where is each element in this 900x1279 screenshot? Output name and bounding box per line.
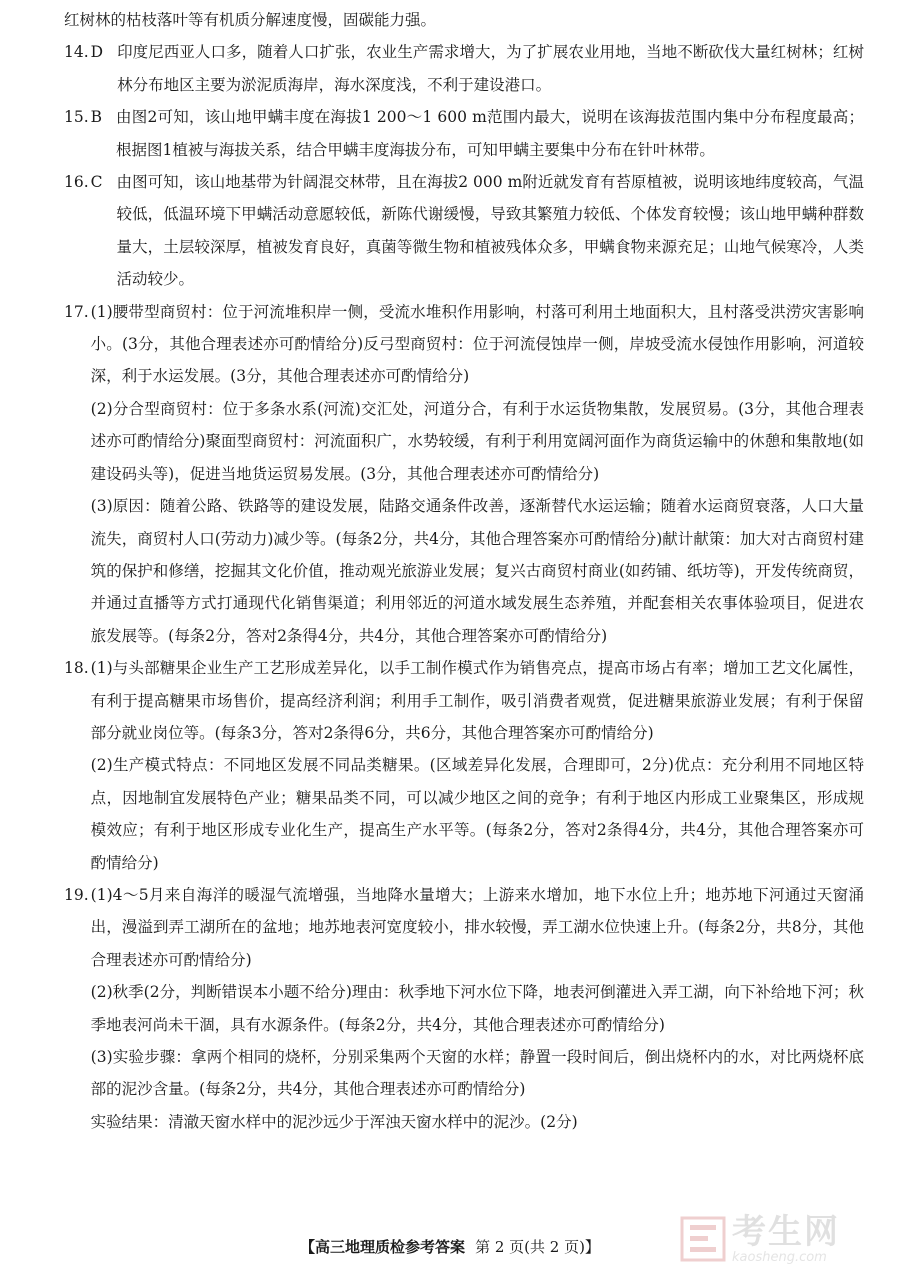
answer-14 — [64, 36, 864, 101]
answer-18-part-1: (1)与头部糖果企业生产工艺形成差异化，以手工制作模式作为销售亮点，提高市场占有率；增加工艺文化属性，有利于提高糖果市场售价，提高经济利润；利用手工制作，吸引消费者观赏，促进糖果旅游业发展；有利于保留部分就业岗位等。(每条3分，答对2条得6分，共6分，其他合理答案亦可酌情给分) — [90, 659, 864, 742]
footer-title: 【高三地理质检参考答案 — [300, 1238, 466, 1256]
question-number: 14. — [64, 43, 89, 62]
answer-13-continuation: 红树林的枯枝落叶等有机质分解速度慢，固碳能力强。 — [64, 11, 437, 29]
answer-17-part-2: (2)分合型商贸村：位于多条水系(河流)交汇处，河道分合，有利于水运货物集散，发展贸易。(3分，其他合理表述亦可酌情给分)聚面型商贸村：河流面积广，水势较缓，有利于利用宽阔河面作为商货运输中的休憩和集散地(如建设码头等)，促进当地货运贸易发展。(3分，其他合理表述亦可酌情给分) — [90, 399, 864, 483]
answer-content — [64, 4, 864, 1138]
question-number: 15. — [64, 108, 89, 127]
watermark-url: kaosheng.com — [732, 1249, 827, 1265]
question-number: 19. — [64, 885, 89, 904]
watermark-name: 考生网 — [732, 1211, 840, 1252]
kaosheng-logo-icon — [680, 1216, 726, 1262]
answer-18 — [64, 652, 864, 879]
answer-choice: D — [90, 43, 104, 62]
answer-17-part-3: (3)原因：随着公路、铁路等的建设发展，陆路交通条件改善，逐渐替代水运运输；随着水运商贸衰落，人口大量流失，商贸村人口(劳动力)减少等。(每条2分，共4分，其他合理答案亦可酌情给分)献计献策：加大对古商贸村建筑的保护和修缮，挖掘其文化价值，推动观光旅游业发展；复兴古商贸村商业(如药铺、纸坊等)，开发传统商贸，并通过直播等方式打通现代化销售渠道；利用邻近的河道水域发展生态养殖，并配套相关农事体验项目，促进农旅发展等。(每条2分，答对2条得4分，共4分，其他合理答案亦可酌情给分) — [90, 497, 864, 645]
footer-page-number: 第 2 页(共 2 页)】 — [475, 1238, 600, 1256]
question-number: 17. — [64, 302, 89, 321]
answer-choice: C — [90, 173, 103, 192]
answer-15 — [64, 101, 864, 166]
answer-text: 印度尼西亚人口多，随着人口扩张，农业生产需求增大，为了扩展农业用地，当地不断砍伐大量红树林；红树林分布地区主要为淤泥质海岸，海水深度浅，不利于建设港口。 — [117, 43, 864, 94]
answer-16 — [64, 166, 864, 296]
question-number: 18. — [64, 659, 89, 678]
answer-18-part-2: (2)生产模式特点：不同地区发展不同品类糖果。(区域差异化发展，合理即可，2分)优点：充分利用不同地区特点，因地制宜发展特色产业；糖果品类不同，可以减少地区之间的竞争；有利于地区内形成工业聚集区，形成规模效应；有利于地区形成专业化生产，提高生产水平等。(每条2分，答对2条得4分，共4分，其他合理答案亦可酌情给分) — [90, 756, 864, 872]
answer-choice: B — [90, 108, 103, 127]
watermark-logo — [680, 1208, 880, 1270]
answer-19-part-3: (3)实验步骤：拿两个相同的烧杯，分别采集两个天窗的水样；静置一段时间后，倒出烧杯内的水，对比两烧杯底部的泥沙含量。(每条2分，共4分，其他合理表述亦可酌情给分) — [90, 1048, 864, 1099]
question-number: 16. — [64, 173, 89, 192]
answer-19-result: 实验结果：清澈天窗水样中的泥沙远少于浑浊天窗水样中的泥沙。(2分) — [90, 1112, 578, 1131]
answer-17-part-1: (1)腰带型商贸村：位于河流堆积岸一侧，受流水堆积作用影响，村落可利用土地面积大，且村落受洪涝灾害影响小。(3分，其他合理表述亦可酌情给分)反弓型商贸村：位于河流侵蚀岸一侧，岸坡受流水侵蚀作用影响，河道较深，利于水运发展。(3分，其他合理表述亦可酌情给分) — [90, 302, 864, 386]
answer-text: 由图可知，该山地基带为针阔混交林带，且在海拔2 000 m附近就发育有苔原植被，说明该地纬度较高，气温较低，低温环境下甲螨活动意愿较低，新陈代谢缓慢，导致其繁殖力较低、个体发育较慢；该山地甲螨种群数量大，土层较深厚，植被发育良好，真菌等微生物和植被残体众多，甲螨食物来源充足；山地气候寒冷，人类活动较少。 — [116, 173, 864, 289]
answer-17 — [64, 296, 864, 652]
answer-19-part-2: (2)秋季(2分，判断错误本小题不给分)理由：秋季地下河水位下降，地表河倒灌进入弄工湖，向下补给地下河；秋季地表河尚未干涸，具有水源条件。(每条2分，共4分，其他合理表述亦可酌情给分) — [90, 983, 864, 1034]
answer-19 — [64, 879, 864, 1138]
answer-19-part-1: (1)4～5月来自海洋的暖湿气流增强，当地降水量增大；上游来水增加，地下水位上升；地苏地下河通过天窗涌出，漫溢到弄工湖所在的盆地；地苏地表河宽度较小，排水较慢，弄工湖水位快速上升。(每条2分，共8分，其他合理表述亦可酌情给分) — [90, 885, 864, 969]
answer-text: 由图2可知，该山地甲螨丰度在海拔1 200～1 600 m范围内最大，说明在该海拔范围内集中分布程度最高；根据图1植被与海拔关系，结合甲螨丰度海拔分布，可知甲螨主要集中分布在针叶林带。 — [116, 108, 864, 159]
